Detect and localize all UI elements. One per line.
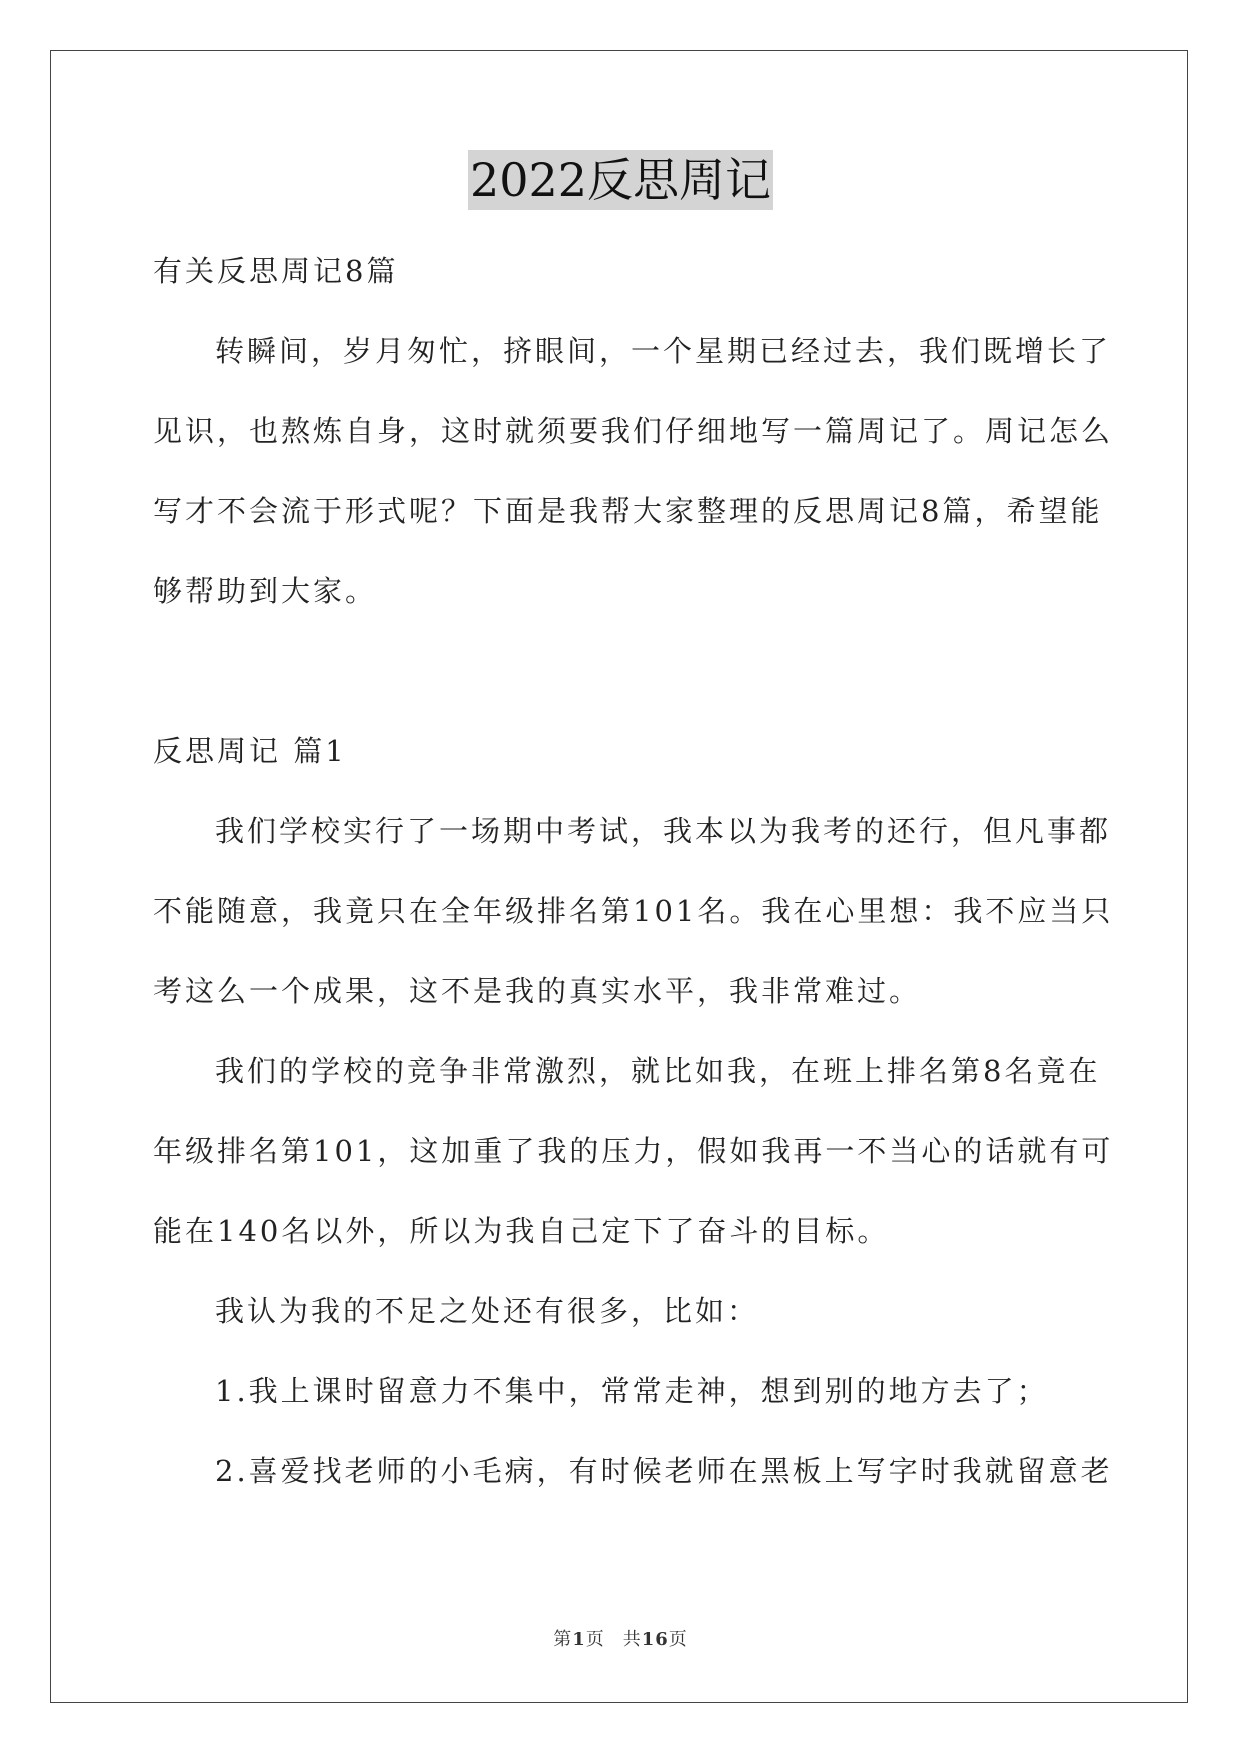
page-current: 1	[572, 1629, 586, 1650]
total-unit: 页	[668, 1629, 688, 1650]
page-unit: 页	[585, 1629, 605, 1650]
paragraph-line: 我认为我的不足之处还有很多，比如：	[215, 1294, 760, 1328]
document-body	[153, 231, 1114, 1511]
paragraph-line: 够帮助到大家。	[153, 574, 378, 608]
total-prefix: 共	[622, 1629, 642, 1650]
paragraph-line: 我们的学校的竞争非常激烈，就比如我，在班上排名第8名竟在	[215, 1054, 1101, 1088]
paragraph-line: 年级排名第101，这加重了我的压力，假如我再一不当心的话就有可	[153, 1134, 1114, 1168]
section-heading: 反思周记 篇1	[153, 734, 347, 768]
paragraph-line: 不能随意，我竟只在全年级排名第101名。我在心里想：我不应当只	[153, 894, 1114, 928]
list-item: 1.我上课时留意力不集中，常常走神，想到别的地方去了；	[215, 1374, 1049, 1408]
page-total: 16	[641, 1629, 669, 1650]
document-title-container	[0, 150, 1241, 210]
document-title: 2022反思周记	[468, 150, 773, 210]
paragraph-line: 能在140名以外，所以为我自己定下了奋斗的目标。	[153, 1214, 890, 1248]
paragraph-line: 我们学校实行了一场期中考试，我本以为我考的还行，但凡事都	[215, 814, 1112, 848]
paragraph-line: 考这么一个成果，这不是我的真实水平，我非常难过。	[153, 974, 922, 1008]
paragraph-line: 见识，也熬炼自身，这时就须要我们仔细地写一篇周记了。周记怎么	[153, 414, 1114, 448]
page-footer	[0, 1625, 1241, 1651]
paragraph-line: 转瞬间，岁月匆忙，挤眼间，一个星期已经过去，我们既增长了	[215, 334, 1112, 368]
list-item: 2.喜爱找老师的小毛病，有时候老师在黑板上写字时我就留意老	[215, 1454, 1113, 1488]
paragraph-line: 写才不会流于形式呢？下面是我帮大家整理的反思周记8篇，希望能	[153, 494, 1103, 528]
section-heading: 有关反思周记8篇	[153, 254, 399, 288]
page-prefix: 第	[553, 1629, 573, 1650]
